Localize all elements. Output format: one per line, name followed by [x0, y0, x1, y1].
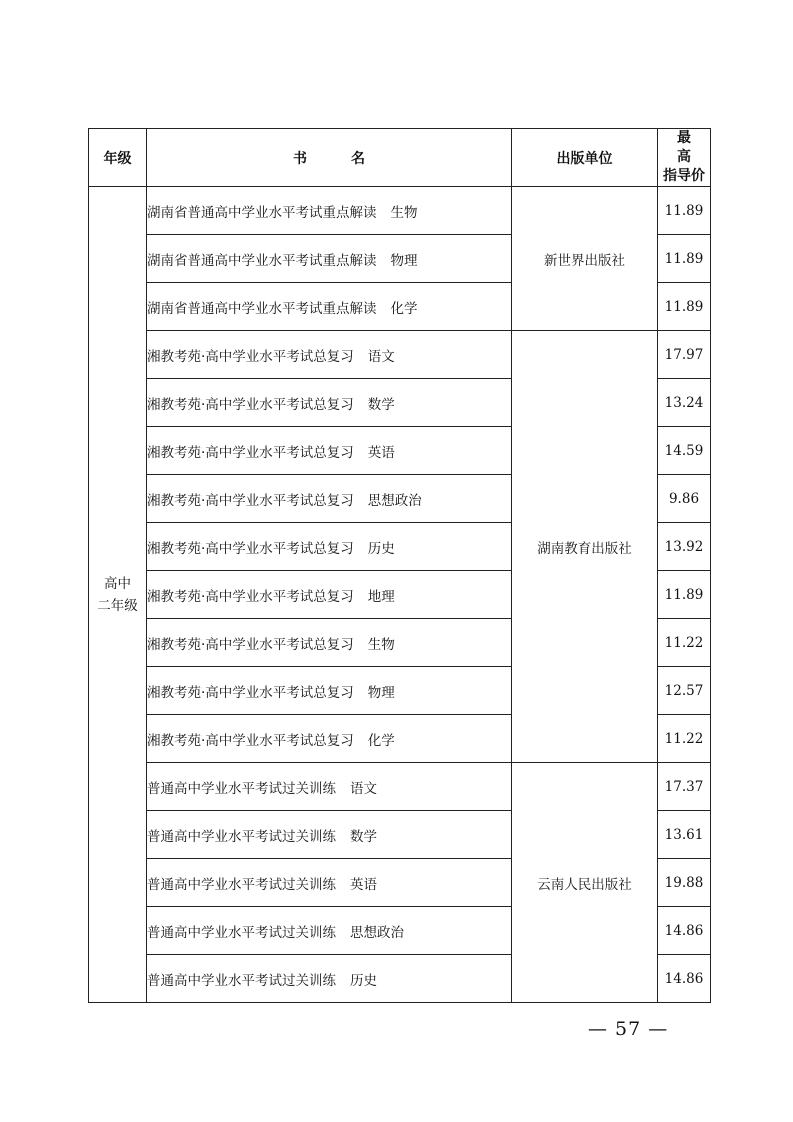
publisher-cell: 云南人民出版社: [512, 763, 658, 1003]
book-subject: 数学: [350, 828, 377, 845]
book-subject: 英语: [367, 444, 395, 461]
book-title: 湘教考苑·高中学业水平考试总复习: [147, 444, 354, 461]
book-title-cell: [147, 763, 512, 811]
book-title-cell: [147, 379, 512, 427]
book-title: 湘教考苑·高中学业水平考试总复习: [147, 636, 354, 653]
book-title-cell: [147, 187, 512, 235]
book-title: 湘教考苑·高中学业水平考试总复习: [147, 684, 354, 701]
price-cell: 13.61: [658, 811, 711, 859]
book-subject: 生物: [367, 636, 395, 653]
publisher-cell: 新世界出版社: [512, 187, 658, 331]
book-title: 湘教考苑·高中学业水平考试总复习: [147, 540, 354, 557]
book-title-cell: [147, 475, 512, 523]
price-cell: 11.22: [658, 715, 711, 763]
book-title: 湖南省普通高中学业水平考试重点解读: [147, 300, 377, 317]
page-number: — 57 —: [588, 1018, 669, 1040]
book-title: 湘教考苑·高中学业水平考试总复习: [147, 492, 354, 509]
book-subject: 英语: [350, 876, 377, 893]
header-grade: 年级: [89, 129, 147, 187]
price-cell: 11.89: [658, 283, 711, 331]
price-cell: 13.92: [658, 523, 711, 571]
book-title: 湖南省普通高中学业水平考试重点解读: [147, 204, 377, 221]
book-subject: 物理: [390, 252, 418, 269]
book-subject: 化学: [390, 300, 418, 317]
price-cell: 14.59: [658, 427, 711, 475]
price-table: [88, 128, 711, 1003]
book-title-cell: [147, 859, 512, 907]
book-subject: 生物: [390, 204, 418, 221]
price-cell: 17.37: [658, 763, 711, 811]
price-cell: 13.24: [658, 379, 711, 427]
book-title-cell: [147, 331, 512, 379]
book-title-cell: [147, 571, 512, 619]
header-publisher: 出版单位: [512, 129, 658, 187]
book-title: 普通高中学业水平考试过关训练: [147, 828, 336, 845]
book-title: 湘教考苑·高中学业水平考试总复习: [147, 396, 354, 413]
price-cell: 11.89: [658, 235, 711, 283]
book-subject: 历史: [367, 540, 395, 557]
grade-cell: 高中 二年级: [89, 187, 147, 1003]
book-subject: 思想政治: [350, 924, 404, 941]
table-row: [89, 187, 711, 235]
book-subject: 物理: [367, 684, 395, 701]
book-title-cell: [147, 715, 512, 763]
book-title-cell: [147, 283, 512, 331]
book-title: 普通高中学业水平考试过关训练: [147, 924, 336, 941]
book-subject: 思想政治: [367, 492, 422, 509]
table-row: [89, 331, 711, 379]
book-title-cell: [147, 427, 512, 475]
book-title-cell: [147, 811, 512, 859]
table-row: [89, 763, 711, 811]
book-subject: 数学: [367, 396, 395, 413]
book-subject: 历史: [350, 972, 377, 989]
book-title: 普通高中学业水平考试过关训练: [147, 876, 336, 893]
price-cell: 14.86: [658, 907, 711, 955]
book-title: 湘教考苑·高中学业水平考试总复习: [147, 732, 354, 749]
publisher-cell: 湖南教育出版社: [512, 331, 658, 763]
header-price: 最高 指导价: [658, 129, 711, 187]
book-title: 湘教考苑·高中学业水平考试总复习: [147, 588, 354, 605]
book-title-cell: [147, 523, 512, 571]
price-cell: 17.97: [658, 331, 711, 379]
price-cell: 11.89: [658, 571, 711, 619]
price-cell: 11.89: [658, 187, 711, 235]
book-subject: 语文: [367, 348, 395, 365]
price-cell: 9.86: [658, 475, 711, 523]
book-title: 湖南省普通高中学业水平考试重点解读: [147, 252, 377, 269]
header-row: [89, 129, 711, 187]
book-title-cell: [147, 619, 512, 667]
book-title-cell: [147, 667, 512, 715]
book-title-cell: [147, 235, 512, 283]
price-cell: 12.57: [658, 667, 711, 715]
price-cell: 11.22: [658, 619, 711, 667]
book-subject: 化学: [367, 732, 395, 749]
book-title: 湘教考苑·高中学业水平考试总复习: [147, 348, 354, 365]
book-title-cell: [147, 955, 512, 1003]
header-title: 书名: [147, 129, 512, 187]
book-title-cell: [147, 907, 512, 955]
price-cell: 14.86: [658, 955, 711, 1003]
book-subject: 地理: [367, 588, 395, 605]
book-subject: 语文: [350, 780, 377, 797]
book-title: 普通高中学业水平考试过关训练: [147, 780, 336, 797]
book-title: 普通高中学业水平考试过关训练: [147, 972, 336, 989]
price-cell: 19.88: [658, 859, 711, 907]
